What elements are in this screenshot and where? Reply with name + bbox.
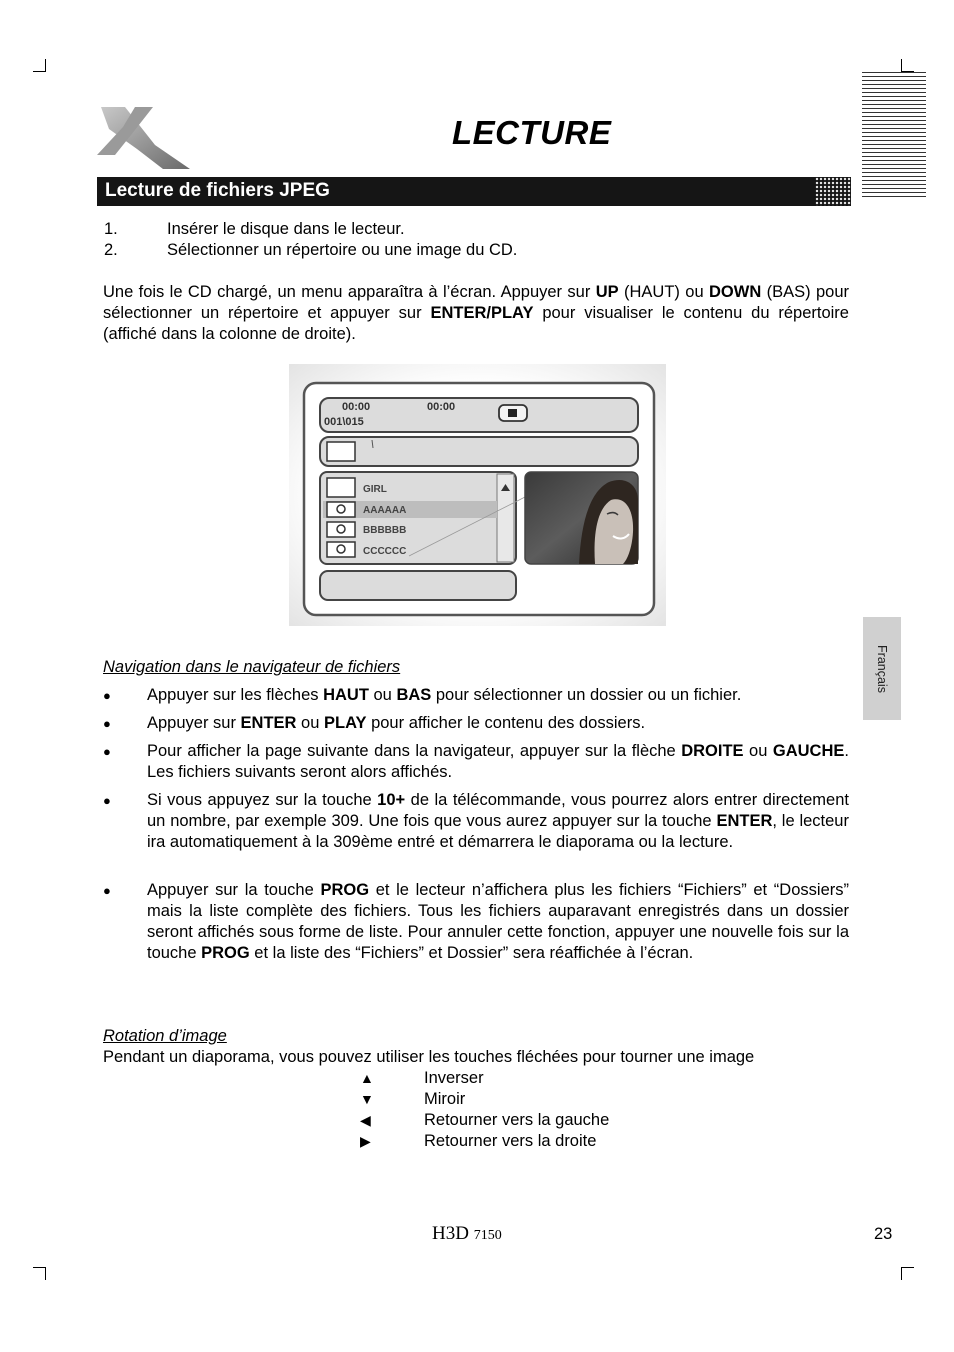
crop-mark-top-right — [901, 59, 914, 72]
screen-time-total: 00:00 — [427, 401, 456, 413]
rotation-label: Miroir — [424, 1090, 466, 1108]
bullet-key: GAUCHE — [772, 742, 845, 760]
bullet-text: . Les fichiers suivants seront alors affichés. — [147, 742, 849, 781]
bullet-text: pour sélectionner un dossier ou un fichier. — [431, 686, 742, 704]
bullet-key: HAUT — [323, 686, 369, 704]
bullet-dot: ● — [103, 716, 111, 731]
bullet-text: Appuyer sur — [147, 714, 241, 732]
step-number: 1. — [104, 220, 118, 238]
crop-mark-bottom-left — [33, 1267, 46, 1280]
model-name: H3D — [432, 1223, 469, 1244]
crop-mark-bottom-right — [901, 1267, 914, 1280]
file-item: BBBBBB — [363, 525, 407, 536]
bullet-key: PROG — [320, 881, 370, 899]
left-arrow-icon: ◀ — [360, 1112, 371, 1128]
screen-time-elapsed: 00:00 — [342, 401, 371, 413]
intro-key: UP — [595, 283, 619, 301]
intro-key: DOWN — [709, 283, 762, 301]
bullet-dot: ● — [103, 793, 111, 808]
intro-key: ENTER/PLAY — [430, 304, 534, 322]
page-number: 23 — [874, 1225, 893, 1243]
rotation-intro: Pendant un diaporama, vous pouvez utiliser les touches fléchées pour tourner une image — [103, 1048, 755, 1066]
down-arrow-icon: ▼ — [360, 1091, 374, 1107]
bullet-text: Pour afficher la page suivante dans la navigateur, appuyer sur la flèche — [147, 742, 682, 760]
rotation-label: Inverser — [424, 1069, 484, 1087]
nav-bullet-text — [147, 880, 849, 964]
right-arrow-icon: ▶ — [360, 1133, 371, 1149]
page-title: LECTURE — [452, 114, 612, 151]
bullet-text: ou — [743, 742, 773, 760]
step-text: Insérer le disque dans le lecteur. — [167, 220, 405, 238]
intro-paragraph — [103, 282, 849, 345]
bullet-key: PLAY — [324, 714, 367, 732]
rotation-label: Retourner vers la gauche — [424, 1111, 610, 1129]
file-item: GIRL — [363, 484, 387, 495]
footer-model — [432, 1223, 502, 1245]
rotation-label: Retourner vers la droite — [424, 1132, 597, 1150]
nav-bullet-text — [147, 713, 849, 734]
section-title: Lecture de fichiers JPEG — [105, 180, 330, 201]
brand-logo — [95, 105, 195, 173]
nav-bullet-text — [147, 685, 849, 706]
up-arrow-icon: ▲ — [360, 1070, 374, 1086]
bullet-text: ou — [296, 714, 324, 732]
bullet-dot: ● — [103, 883, 111, 898]
bullet-text: pour afficher le contenu des dossiers. — [366, 714, 646, 732]
rotation-heading: Rotation d’image — [103, 1027, 227, 1045]
bullet-text: Si vous appuyez sur la touche — [147, 791, 378, 809]
bullet-text: Appuyer sur les flèches — [147, 686, 324, 704]
bullet-key: 10+ — [377, 791, 406, 809]
folder-icon — [327, 442, 355, 461]
language-tab — [863, 617, 901, 720]
bullet-dot: ● — [103, 688, 111, 703]
intro-text: (BAS) pour sélectionner un répertoire et appuyer sur — [103, 283, 850, 322]
bullet-key: BAS — [396, 686, 432, 704]
step-text: Sélectionner un répertoire ou une image du CD. — [167, 241, 518, 259]
screen-track-counter: 001\015 — [324, 416, 364, 428]
decorative-stripes — [862, 72, 926, 200]
nav-heading: Navigation dans le navigateur de fichiers — [103, 658, 401, 676]
bullet-text: Appuyer sur la touche — [147, 881, 321, 899]
crop-mark-top-left — [33, 59, 46, 72]
model-number: 7150 — [473, 1228, 502, 1243]
bullet-key: ENTER — [240, 714, 297, 732]
preview-photo — [525, 472, 638, 564]
language-tab-label: Français — [875, 644, 889, 693]
bullet-text: ou — [368, 686, 397, 704]
file-item: CCCCCC — [363, 546, 407, 557]
bullet-dot: ● — [103, 744, 111, 759]
nav-bullet-text — [147, 741, 849, 783]
section-bar-dots — [815, 177, 851, 206]
file-item: AAAAAA — [363, 505, 407, 516]
intro-text: (HAUT) ou — [618, 283, 709, 301]
section-header-bar — [97, 177, 851, 206]
bullet-text: et la liste des “Fichiers” et Dossier” sera réaffichée à l’écran. — [249, 944, 694, 962]
jpeg-browser-screen-illustration — [289, 364, 666, 626]
bullet-text: de la télécommande, vous pourrez alors entrer directement un nombre, par exemple 309. Une fois que vous aurez appuyer sur la touche — [147, 791, 849, 830]
bullet-text: , le lecteur ira automatiquement à la 309ème entré et démarrera le diaporama ou la lecture. — [147, 812, 849, 851]
bullet-key: DROITE — [681, 742, 744, 760]
intro-text: pour visualiser le contenu du répertoire (affiché dans la colonne de droite). — [103, 304, 849, 343]
bullet-key: ENTER — [716, 812, 773, 830]
nav-bullet-text — [147, 790, 849, 853]
bullet-text: et le lecteur n’affichera plus les fichiers “Fichiers” et “Dossiers” mais la liste complète des fichiers. Tous les fichiers auparavant enregistrés dans un dossier seront affichés sous forme de liste. Pour annuler cette fonction, appuyer une nouvelle fois sur la touche — [147, 881, 849, 962]
folder-icon — [327, 478, 355, 497]
bullet-key: PROG — [201, 944, 250, 962]
intro-text: Une fois le CD chargé, un menu apparaîtra à l’écran. Appuyer sur — [103, 283, 596, 301]
step-number: 2. — [104, 241, 118, 259]
